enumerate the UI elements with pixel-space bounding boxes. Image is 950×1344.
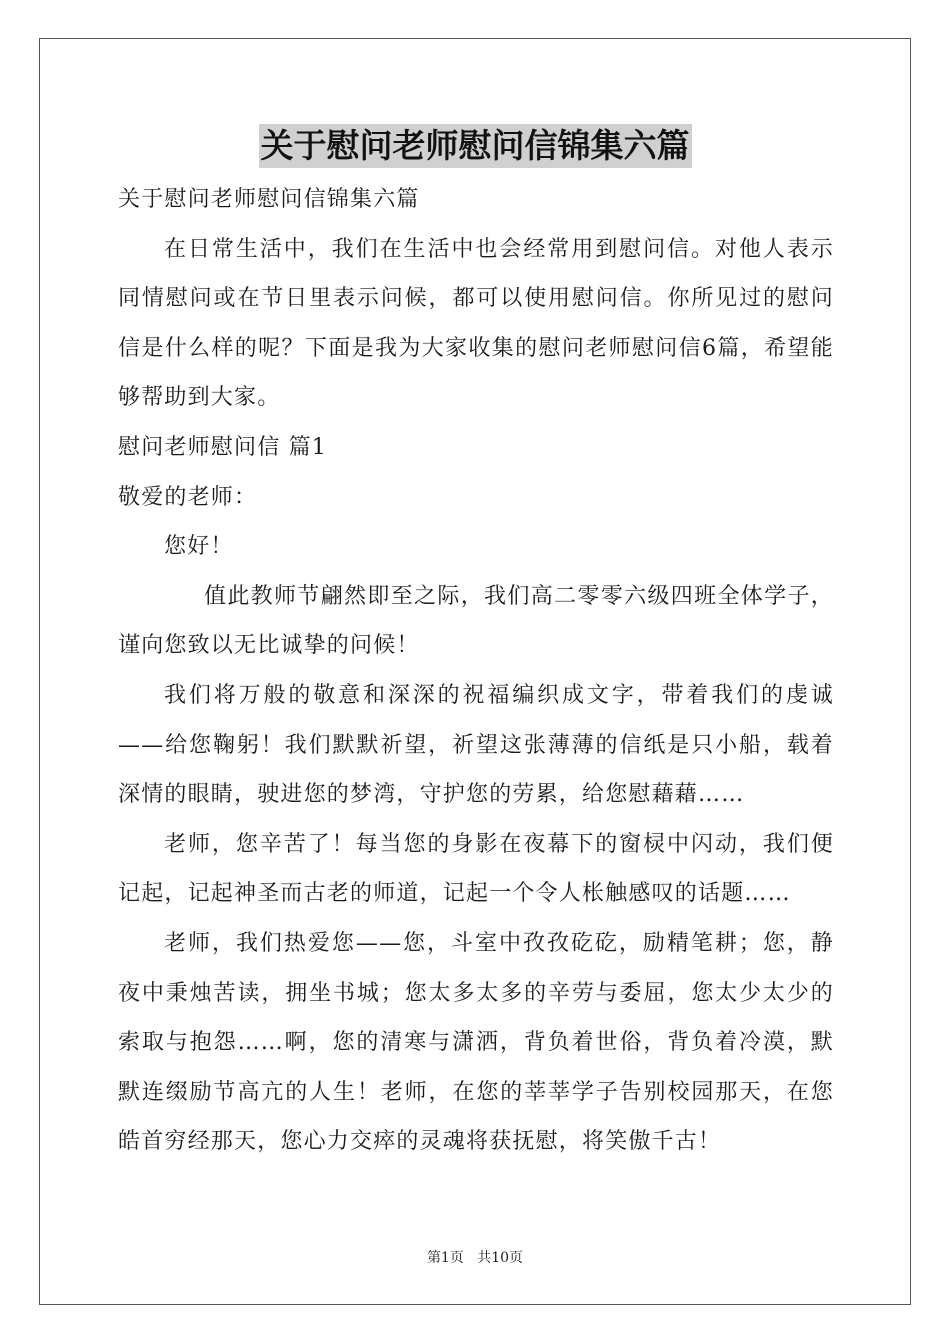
paragraph: 在日常生活中，我们在生活中也会经常用到慰问信。对他人表示同情慰问或在节日里表示问候，都可以使用慰问信。你所见过的慰问信是什么样的呢？下面是我为大家收集的慰问老师慰问信6篇，希望能够帮助到大家。 xyxy=(118,236,834,411)
paragraph: 关于慰问老师慰问信锦集六篇 xyxy=(118,187,420,212)
greeting: 您好！ xyxy=(164,534,234,560)
page-total: 共10页 xyxy=(477,1250,524,1266)
paragraph: 我们将万般的敬意和深深的祝福编织成文字，带着我们的虔诚——给您鞠躬！我们默默祈望，祈望这张薄薄的信纸是只小船，载着深情的眼睛，驶进您的梦湾，守护您的劳累，给您慰藉藉…… xyxy=(118,682,834,808)
document-body xyxy=(118,175,834,1167)
title-container xyxy=(0,124,950,168)
page-footer xyxy=(0,1247,950,1267)
paragraph: 老师，您辛苦了！每当您的身影在夜幕下的窗棂中闪动，我们便记起，记起神圣而古老的师道，记起一个令人枨触感叹的话题…… xyxy=(118,831,834,907)
document-title: 关于慰问老师慰问信锦集六篇 xyxy=(259,124,692,168)
page-number: 第1页 xyxy=(426,1250,464,1266)
section-heading: 慰问老师慰问信 篇1 xyxy=(118,434,327,460)
paragraph: 老师，我们热爱您——您，斗室中孜孜矻矻，励精笔耕；您，静夜中秉烛苦读，拥坐书城；您太多太多的辛劳与委屈，您太少太少的索取与抱怨……啊，您的清寒与潇洒，背负着世俗，背负着冷漠，默默连缀励节高亢的人生！老师，在您的莘莘学子告别校园那天，在您皓首穷经那天，您心力交瘁的灵魂将获抚慰，将笑傲千古！ xyxy=(118,930,834,1155)
paragraph: 值此教师节翩然即至之际，我们高二零零六级四班全体学子，谨向您致以无比诚挚的问候！ xyxy=(118,583,834,659)
salutation: 敬爱的老师： xyxy=(118,484,258,510)
